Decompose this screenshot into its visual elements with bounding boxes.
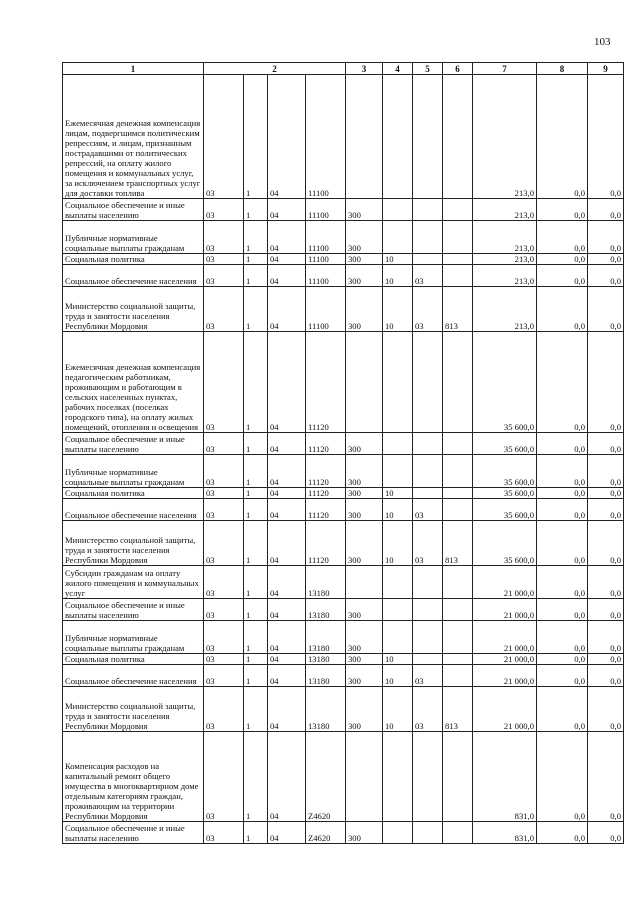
header-cell: 3 [346,63,383,75]
expense-type: 300 [346,521,383,566]
budget-code-1: 03 [204,254,244,265]
subsection [413,654,443,665]
target-article: 11100 [306,254,346,265]
amount-col9: 0,0 [588,822,624,844]
expense-type: 300 [346,265,383,287]
amount-col8: 0,0 [537,732,588,822]
budget-code-3: 04 [268,654,306,665]
budget-code-2: 1 [244,687,268,732]
target-article: 13180 [306,566,346,599]
row-name: Министерство социальной защиты, труда и занятости населения Республики Мордовия [63,521,204,566]
amount-col9: 0,0 [588,654,624,665]
row-name: Социальное обеспечение и иные выплаты населению [63,822,204,844]
budget-code-3: 04 [268,488,306,499]
header-cell: 4 [383,63,413,75]
amount-col9: 0,0 [588,621,624,654]
amount-col9: 0,0 [588,433,624,455]
expense-type: 300 [346,254,383,265]
table-row [63,287,624,332]
budget-code-1: 03 [204,599,244,621]
expense-type: 300 [346,687,383,732]
budget-code-1: 03 [204,665,244,687]
budget-code-1: 03 [204,433,244,455]
table-row [63,566,624,599]
table-row [63,455,624,488]
target-article: 11120 [306,455,346,488]
ministry-code [443,254,473,265]
ministry-code [443,665,473,687]
ministry-code: 813 [443,521,473,566]
amount-col7: 35 600,0 [473,455,537,488]
row-name: Социальное обеспечение населения [63,265,204,287]
subsection [413,254,443,265]
amount-col8: 0,0 [537,687,588,732]
expense-type: 300 [346,499,383,521]
subsection: 03 [413,665,443,687]
budget-code-3: 04 [268,221,306,254]
ministry-code [443,566,473,599]
budget-code-1: 03 [204,265,244,287]
row-name: Социальная политика [63,488,204,499]
amount-col9: 0,0 [588,566,624,599]
amount-col8: 0,0 [537,265,588,287]
table-row [63,665,624,687]
expense-type: 300 [346,822,383,844]
header-cell: 6 [443,63,473,75]
budget-code-2: 1 [244,287,268,332]
expense-type [346,332,383,433]
budget-code-2: 1 [244,221,268,254]
expense-type [346,75,383,199]
budget-code-1: 03 [204,687,244,732]
row-name: Социальное обеспечение и иные выплаты населению [63,599,204,621]
expense-type: 300 [346,488,383,499]
row-name: Социальное обеспечение населения [63,665,204,687]
budget-code-1: 03 [204,621,244,654]
budget-code-2: 1 [244,332,268,433]
ministry-code [443,455,473,488]
amount-col7: 35 600,0 [473,499,537,521]
row-name: Социальное обеспечение и иные выплаты населению [63,433,204,455]
budget-code-3: 04 [268,265,306,287]
budget-code-1: 03 [204,332,244,433]
budget-code-2: 1 [244,566,268,599]
budget-code-2: 1 [244,822,268,844]
budget-code-2: 1 [244,499,268,521]
amount-col9: 0,0 [588,455,624,488]
row-name: Социальное обеспечение населения [63,499,204,521]
ministry-code [443,621,473,654]
subsection [413,433,443,455]
row-name: Публичные нормативные социальные выплаты гражданам [63,455,204,488]
row-name: Ежемесячная денежная компенсация педагогическим работникам, проживающим и работающим в сельских населенных пунктах, рабочих поселках (поселках городского типа), на оплату жилых помещений, отопления и освещения [63,332,204,433]
table-row [63,199,624,221]
target-article: Z4620 [306,732,346,822]
row-name: Публичные нормативные социальные выплаты гражданам [63,221,204,254]
budget-code-3: 04 [268,199,306,221]
budget-code-2: 1 [244,254,268,265]
subsection [413,221,443,254]
target-article: 13180 [306,599,346,621]
amount-col7: 213,0 [473,265,537,287]
expense-type: 300 [346,199,383,221]
section: 10 [383,488,413,499]
target-article: 11120 [306,433,346,455]
expense-type: 300 [346,665,383,687]
ministry-code [443,199,473,221]
amount-col8: 0,0 [537,332,588,433]
target-article: Z4620 [306,822,346,844]
amount-col7: 21 000,0 [473,621,537,654]
budget-code-3: 04 [268,599,306,621]
section: 10 [383,499,413,521]
table-row [63,221,624,254]
header-cell: 1 [63,63,204,75]
budget-code-1: 03 [204,521,244,566]
ministry-code [443,75,473,199]
amount-col9: 0,0 [588,254,624,265]
amount-col7: 21 000,0 [473,599,537,621]
row-name: Компенсация расходов на капитальный ремонт общего имущества в многоквартирном доме отдельным категориям граждан, проживающим на территории Республики Мордовия [63,732,204,822]
amount-col8: 0,0 [537,665,588,687]
subsection: 03 [413,499,443,521]
expense-type: 300 [346,654,383,665]
expense-type [346,566,383,599]
budget-code-1: 03 [204,199,244,221]
table-row [63,499,624,521]
header-cell: 8 [537,63,588,75]
budget-code-3: 04 [268,332,306,433]
budget-code-2: 1 [244,455,268,488]
amount-col9: 0,0 [588,332,624,433]
expense-type: 300 [346,455,383,488]
section [383,221,413,254]
ministry-code [443,499,473,521]
budget-code-1: 03 [204,221,244,254]
amount-col9: 0,0 [588,287,624,332]
amount-col7: 21 000,0 [473,665,537,687]
amount-col8: 0,0 [537,488,588,499]
table-row [63,488,624,499]
table-row [63,332,624,433]
budget-code-3: 04 [268,566,306,599]
budget-code-3: 04 [268,254,306,265]
amount-col8: 0,0 [537,599,588,621]
budget-code-2: 1 [244,199,268,221]
budget-code-1: 03 [204,287,244,332]
amount-col9: 0,0 [588,199,624,221]
subsection: 03 [413,287,443,332]
amount-col7: 213,0 [473,254,537,265]
amount-col8: 0,0 [537,75,588,199]
table-row [63,732,624,822]
ministry-code [443,488,473,499]
target-article: 11120 [306,499,346,521]
budget-code-2: 1 [244,521,268,566]
ministry-code: 813 [443,287,473,332]
section: 10 [383,654,413,665]
budget-code-2: 1 [244,599,268,621]
budget-code-2: 1 [244,433,268,455]
target-article: 13180 [306,621,346,654]
section [383,732,413,822]
table-row [63,265,624,287]
amount-col8: 0,0 [537,654,588,665]
amount-col8: 0,0 [537,621,588,654]
budget-table [62,62,624,844]
amount-col8: 0,0 [537,254,588,265]
amount-col7: 35 600,0 [473,433,537,455]
amount-col9: 0,0 [588,499,624,521]
section [383,621,413,654]
header-row [63,63,624,75]
table-row [63,75,624,199]
section: 10 [383,665,413,687]
section [383,455,413,488]
budget-code-2: 1 [244,621,268,654]
amount-col7: 831,0 [473,822,537,844]
amount-col8: 0,0 [537,521,588,566]
budget-code-3: 04 [268,455,306,488]
table-row [63,254,624,265]
subsection [413,75,443,199]
table-row [63,433,624,455]
header-cell: 5 [413,63,443,75]
budget-code-2: 1 [244,665,268,687]
subsection [413,488,443,499]
budget-code-2: 1 [244,75,268,199]
budget-code-3: 04 [268,521,306,566]
amount-col7: 21 000,0 [473,687,537,732]
amount-col7: 35 600,0 [473,488,537,499]
section: 10 [383,287,413,332]
subsection: 03 [413,521,443,566]
subsection [413,455,443,488]
table-row [63,687,624,732]
expense-type: 300 [346,221,383,254]
target-article: 11100 [306,75,346,199]
budget-code-1: 03 [204,488,244,499]
row-name: Субсидии гражданам на оплату жилого помещения и коммунальных услуг [63,566,204,599]
ministry-code [443,265,473,287]
ministry-code [443,332,473,433]
target-article: 11100 [306,221,346,254]
amount-col7: 213,0 [473,199,537,221]
row-name: Ежемесячная денежная компенсация лицам, подвергшимся политическим репрессиям, и лицам, признанным пострадавшими от политических репрессий, на оплату жилого помещения и коммунальных услуг, за исключением транспортных услуг для доставки топлива [63,75,204,199]
budget-code-2: 1 [244,488,268,499]
expense-type: 300 [346,621,383,654]
amount-col7: 35 600,0 [473,521,537,566]
budget-code-1: 03 [204,654,244,665]
ministry-code [443,732,473,822]
subsection: 03 [413,687,443,732]
table-row [63,599,624,621]
budget-code-2: 1 [244,265,268,287]
target-article: 11100 [306,199,346,221]
section [383,566,413,599]
section: 10 [383,254,413,265]
budget-code-3: 04 [268,75,306,199]
expense-type: 300 [346,599,383,621]
budget-code-2: 1 [244,732,268,822]
budget-code-3: 04 [268,665,306,687]
budget-code-1: 03 [204,455,244,488]
amount-col8: 0,0 [537,566,588,599]
section [383,599,413,621]
budget-code-1: 03 [204,822,244,844]
header-cell: 9 [588,63,624,75]
amount-col8: 0,0 [537,287,588,332]
subsection [413,599,443,621]
amount-col9: 0,0 [588,665,624,687]
amount-col9: 0,0 [588,599,624,621]
row-name: Публичные нормативные социальные выплаты гражданам [63,621,204,654]
row-name: Министерство социальной защиты, труда и занятости населения Республики Мордовия [63,287,204,332]
expense-type: 300 [346,433,383,455]
budget-code-3: 04 [268,499,306,521]
target-article: 11120 [306,332,346,433]
row-name: Социальная политика [63,254,204,265]
amount-col7: 213,0 [473,75,537,199]
target-article: 11100 [306,265,346,287]
ministry-code [443,433,473,455]
amount-col7: 21 000,0 [473,566,537,599]
row-name: Социальное обеспечение и иные выплаты населению [63,199,204,221]
budget-code-1: 03 [204,75,244,199]
page-number: 103 [594,36,611,48]
target-article: 11120 [306,521,346,566]
subsection [413,332,443,433]
ministry-code [443,599,473,621]
ministry-code [443,654,473,665]
budget-code-1: 03 [204,732,244,822]
amount-col9: 0,0 [588,488,624,499]
budget-code-3: 04 [268,822,306,844]
amount-col9: 0,0 [588,732,624,822]
amount-col9: 0,0 [588,221,624,254]
expense-type: 300 [346,287,383,332]
section [383,199,413,221]
budget-code-1: 03 [204,499,244,521]
budget-code-3: 04 [268,687,306,732]
header-cell: 2 [204,63,346,75]
section [383,332,413,433]
table-row [63,822,624,844]
amount-col9: 0,0 [588,265,624,287]
row-name: Социальная политика [63,654,204,665]
subsection: 03 [413,265,443,287]
target-article: 11100 [306,287,346,332]
amount-col7: 35 600,0 [473,332,537,433]
amount-col9: 0,0 [588,687,624,732]
table-row [63,621,624,654]
section [383,822,413,844]
target-article: 13180 [306,654,346,665]
amount-col7: 831,0 [473,732,537,822]
amount-col8: 0,0 [537,433,588,455]
ministry-code [443,221,473,254]
budget-code-3: 04 [268,732,306,822]
subsection [413,199,443,221]
subsection [413,732,443,822]
amount-col7: 213,0 [473,287,537,332]
section: 10 [383,521,413,566]
budget-code-1: 03 [204,566,244,599]
budget-code-2: 1 [244,654,268,665]
expense-type [346,732,383,822]
amount-col7: 213,0 [473,221,537,254]
amount-col8: 0,0 [537,822,588,844]
header-cell: 7 [473,63,537,75]
table-row [63,654,624,665]
amount-col8: 0,0 [537,221,588,254]
budget-code-3: 04 [268,621,306,654]
budget-code-3: 04 [268,287,306,332]
target-article: 13180 [306,665,346,687]
target-article: 13180 [306,687,346,732]
row-name: Министерство социальной защиты, труда и занятости населения Республики Мордовия [63,687,204,732]
section [383,433,413,455]
section [383,75,413,199]
amount-col7: 21 000,0 [473,654,537,665]
amount-col8: 0,0 [537,199,588,221]
subsection [413,566,443,599]
table-row [63,521,624,566]
subsection [413,621,443,654]
subsection [413,822,443,844]
amount-col8: 0,0 [537,455,588,488]
target-article: 11120 [306,488,346,499]
ministry-code [443,822,473,844]
section: 10 [383,687,413,732]
ministry-code: 813 [443,687,473,732]
amount-col9: 0,0 [588,75,624,199]
budget-code-3: 04 [268,433,306,455]
amount-col9: 0,0 [588,521,624,566]
section: 10 [383,265,413,287]
amount-col8: 0,0 [537,499,588,521]
